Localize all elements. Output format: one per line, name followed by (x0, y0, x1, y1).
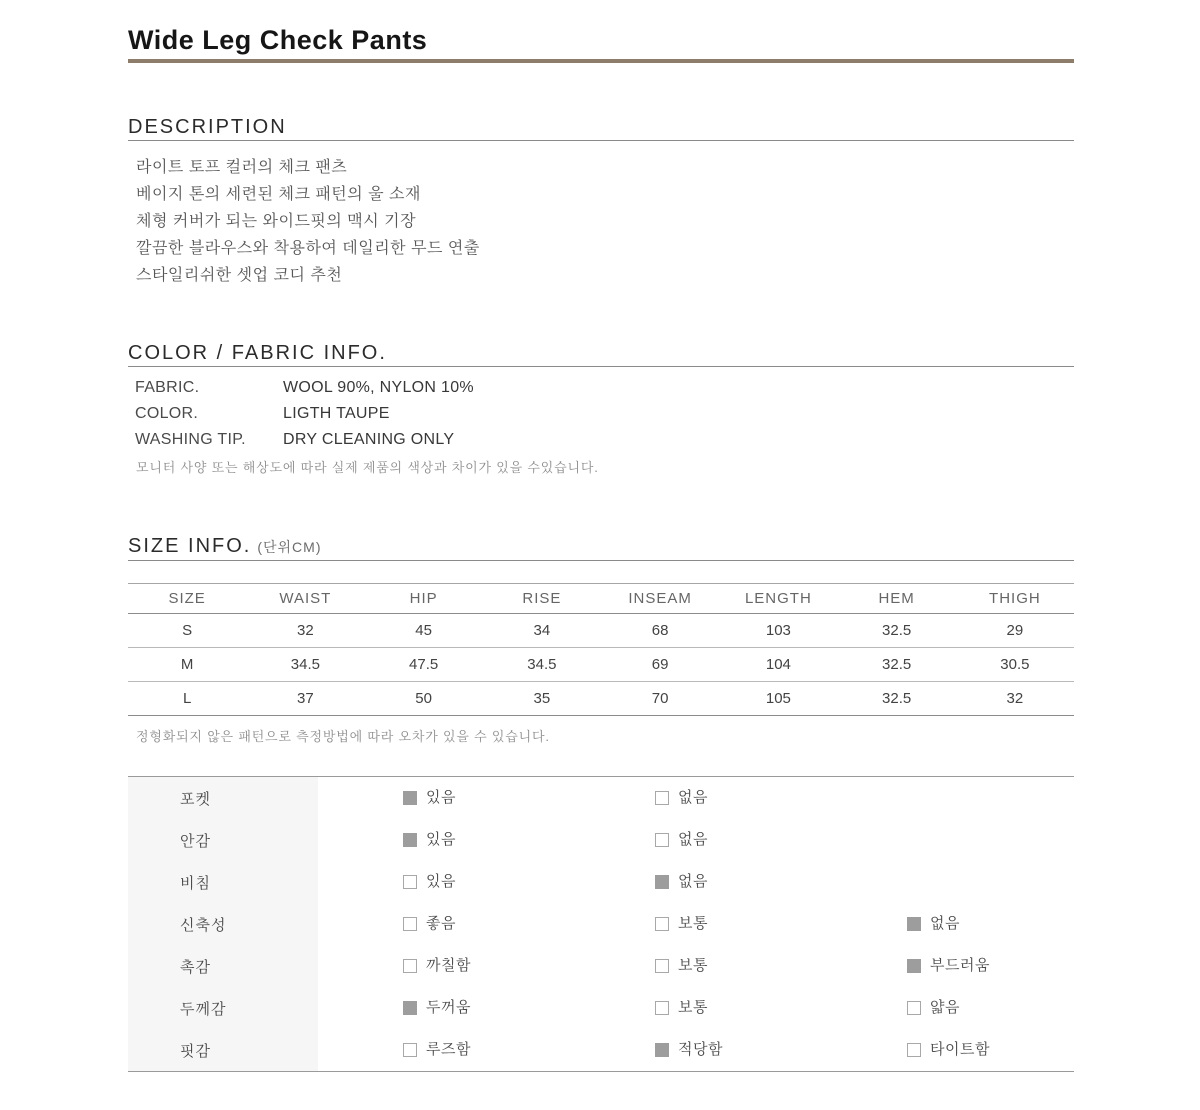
waist-cell: 32 (297, 622, 314, 639)
thigh-cell: 32 (1006, 690, 1024, 707)
title-rule (128, 59, 1074, 63)
checkbox-icon (403, 959, 417, 973)
option-label: 없음 (678, 873, 708, 890)
col-header-size: SIZE (168, 590, 206, 607)
feature-label: 핏감 (128, 1029, 318, 1071)
size-unit-label: (단위CM) (257, 539, 322, 555)
feature-row-pocket (128, 777, 1074, 819)
checkbox-icon (403, 875, 417, 889)
waist-cell: 37 (297, 690, 314, 707)
description-text (128, 154, 1074, 289)
feature-option (570, 903, 822, 945)
size-cell: L (182, 690, 192, 707)
color-fabric-heading: COLOR / FABRIC INFO. (128, 342, 1074, 367)
checkbox-icon (655, 875, 669, 889)
description-line: 스타일리쉬한 셋업 코디 추천 (136, 267, 343, 284)
feature-row-fit (128, 1029, 1074, 1071)
feature-option (570, 945, 822, 987)
length-cell: 103 (765, 622, 791, 639)
inseam-cell: 70 (651, 690, 669, 707)
checkbox-icon (907, 1043, 921, 1057)
color-row (135, 401, 1074, 427)
description-line: 베이지 톤의 세련된 체크 패턴의 울 소재 (136, 186, 421, 203)
features-table (128, 776, 1074, 1072)
inseam-cell: 68 (651, 622, 669, 639)
feature-row-thickness (128, 987, 1074, 1029)
feature-option (570, 987, 822, 1029)
feature-option (822, 903, 1074, 945)
inseam-cell: 69 (651, 656, 669, 673)
feature-label: 비침 (128, 861, 318, 903)
option-label: 없음 (678, 831, 708, 848)
checkbox-icon (655, 791, 669, 805)
feature-option (822, 987, 1074, 1029)
color-value: LIGTH TAUPE (283, 405, 390, 422)
checkbox-icon (655, 1043, 669, 1057)
option-label: 보통 (678, 957, 708, 974)
hip-cell: 50 (415, 690, 432, 707)
feature-option (822, 1029, 1074, 1071)
option-label: 좋음 (426, 915, 456, 932)
option-label: 까칠함 (426, 957, 471, 974)
col-header-hip: HIP (409, 590, 438, 607)
length-cell: 105 (765, 690, 791, 707)
size-row-l (128, 682, 1074, 716)
feature-label: 안감 (128, 819, 318, 861)
checkbox-icon (655, 917, 669, 931)
hem-cell: 32.5 (882, 690, 912, 707)
washing-tip-row (135, 427, 1074, 453)
option-label: 없음 (678, 789, 708, 806)
monitor-note: 모니터 사양 또는 해상도에 따라 실제 제품의 색상과 차이가 있을 수있습니다. (136, 460, 599, 475)
feature-option (570, 777, 822, 819)
hip-cell: 45 (415, 622, 432, 639)
option-label: 타이트함 (930, 1041, 990, 1058)
option-label: 적당함 (678, 1041, 723, 1058)
size-cell: S (182, 622, 193, 639)
color-fabric-list (128, 375, 1074, 453)
thigh-cell: 29 (1006, 622, 1024, 639)
color-label: COLOR. (135, 405, 199, 422)
checkbox-icon (907, 959, 921, 973)
waist-cell: 34.5 (290, 656, 320, 673)
option-label: 없음 (930, 915, 960, 932)
checkbox-icon (403, 1043, 417, 1057)
option-label: 루즈함 (426, 1041, 471, 1058)
rise-cell: 34 (533, 622, 551, 639)
hem-cell: 32.5 (882, 622, 912, 639)
hip-cell: 47.5 (409, 656, 439, 673)
feature-option (318, 1029, 570, 1071)
page-title: Wide Leg Check Pants (128, 25, 428, 55)
feature-row-sheerness (128, 861, 1074, 903)
option-label: 보통 (678, 915, 708, 932)
feature-label: 촉감 (128, 945, 318, 987)
fabric-row (135, 375, 1074, 401)
feature-option (318, 987, 570, 1029)
feature-row-texture (128, 945, 1074, 987)
description-line: 체형 커버가 되는 와이드핏의 맥시 기장 (136, 213, 417, 230)
size-info-heading-text: SIZE INFO. (128, 535, 252, 557)
measurement-note: 정형화되지 않은 패턴으로 측정방법에 따라 오차가 있을 수 있습니다. (136, 729, 550, 744)
fabric-value: WOOL 90%, NYLON 10% (283, 379, 474, 396)
hem-cell: 32.5 (882, 656, 912, 673)
washing-tip-label: WASHING TIP. (135, 431, 246, 448)
option-label: 있음 (426, 789, 456, 806)
feature-option (822, 945, 1074, 987)
feature-option (318, 819, 570, 861)
feature-option (570, 861, 822, 903)
size-info-heading (128, 535, 1074, 561)
description-heading: DESCRIPTION (128, 116, 1074, 141)
checkbox-icon (403, 917, 417, 931)
option-label: 얇음 (930, 999, 960, 1016)
checkbox-icon (655, 833, 669, 847)
option-label: 보통 (678, 999, 708, 1016)
thigh-cell: 30.5 (1000, 656, 1030, 673)
size-row-s (128, 614, 1074, 648)
col-header-length: LENGTH (744, 590, 812, 607)
feature-option (318, 777, 570, 819)
feature-row-lining (128, 819, 1074, 861)
col-header-thigh: THIGH (989, 590, 1041, 607)
feature-label: 두께감 (128, 987, 318, 1029)
checkbox-icon (403, 791, 417, 805)
checkbox-icon (403, 1001, 417, 1015)
checkbox-icon (907, 1001, 921, 1015)
size-cell: M (180, 656, 194, 673)
col-header-hem: HEM (878, 590, 915, 607)
checkbox-icon (655, 959, 669, 973)
checkbox-icon (403, 833, 417, 847)
option-label: 부드러움 (930, 957, 990, 974)
fabric-label: FABRIC. (135, 379, 200, 396)
feature-option (570, 819, 822, 861)
length-cell: 104 (765, 656, 791, 673)
checkbox-icon (655, 1001, 669, 1015)
rise-cell: 35 (533, 690, 551, 707)
rise-cell: 34.5 (527, 656, 557, 673)
feature-option (318, 945, 570, 987)
description-line: 라이트 토프 컬러의 체크 팬츠 (136, 159, 348, 176)
feature-option (318, 861, 570, 903)
col-header-inseam: INSEAM (628, 590, 692, 607)
feature-label: 신축성 (128, 903, 318, 945)
size-table-header-row (128, 584, 1074, 614)
option-label: 있음 (426, 831, 456, 848)
col-header-rise: RISE (522, 590, 562, 607)
size-row-m (128, 648, 1074, 682)
feature-label: 포켓 (128, 777, 318, 819)
col-header-waist: WAIST (279, 590, 332, 607)
feature-option (570, 1029, 822, 1071)
option-label: 두꺼움 (426, 999, 471, 1016)
feature-row-elasticity (128, 903, 1074, 945)
description-line: 깔끔한 블라우스와 착용하여 데일리한 무드 연출 (136, 240, 480, 257)
size-table (128, 583, 1074, 716)
checkbox-icon (907, 917, 921, 931)
washing-tip-value: DRY CLEANING ONLY (283, 431, 455, 448)
feature-option (318, 903, 570, 945)
option-label: 있음 (426, 873, 456, 890)
